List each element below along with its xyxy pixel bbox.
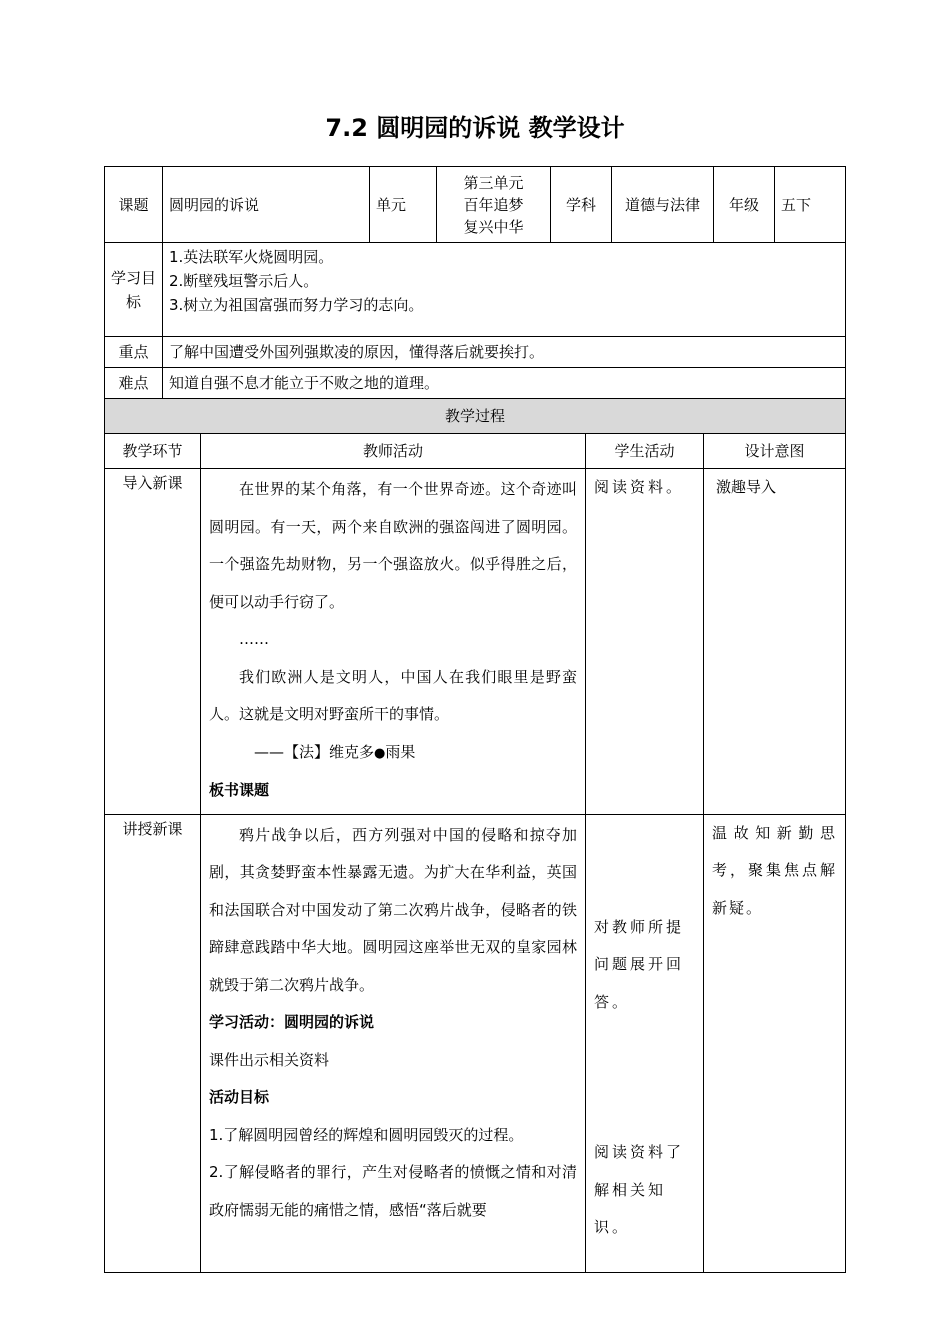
activity-goal: 2.了解侵略者的罪行，产生对侵略者的愤慨之情和对清政府懦弱无能的痛惜之情，感悟“落后就要 (209, 1163, 577, 1219)
teacher-activity-intro (201, 469, 586, 815)
subject-label: 学科 (551, 167, 612, 243)
grade-label: 年级 (714, 167, 775, 243)
student-text: 阅读资料。 (594, 478, 685, 496)
unit-line: 复兴中华 (463, 217, 524, 236)
teacher-paragraph: 我们欧洲人是文明人，中国人在我们眼里是野蛮人。这就是文明对野蛮所干的事情。 (209, 667, 577, 723)
unit-label: 单元 (370, 167, 437, 243)
goal-item: 1.英法联军火烧圆明园。 (169, 248, 334, 266)
difficult-label: 难点 (105, 368, 163, 399)
teaching-process-table (104, 398, 846, 1273)
header-intent: 设计意图 (704, 434, 846, 469)
teacher-activity-lecture (201, 814, 586, 1272)
goal-item: 2.断壁残垣警示后人。 (169, 272, 319, 290)
key-label: 重点 (105, 337, 163, 368)
intent-intro (704, 469, 846, 815)
student-activity-intro (586, 469, 704, 815)
student-activity-lecture (586, 814, 704, 1272)
key-value: 了解中国遭受外国列强欺凌的原因，懂得落后就要挨打。 (163, 337, 846, 368)
intent-text: 激趣导入 (716, 478, 777, 496)
quote-author: 雨果 (385, 742, 416, 761)
stage-intro: 导入新课 (105, 469, 201, 815)
page-title: 7.2 圆明园的诉说 教学设计 (325, 114, 625, 142)
teacher-paragraph: 在世界的某个角落，有一个世界奇迹。这个奇迹叫圆明园。有一天，两个来自欧洲的强盗闯进了圆明园。一个强盗先劫财物，另一个强盗放火。似乎得胜之后，便可以动手行窃了。 (209, 480, 577, 611)
activity-goal-heading: 活动目标 (209, 1088, 270, 1106)
activity-goal: 1.了解圆明园曾经的辉煌和圆明园毁灭的过程。 (209, 1125, 524, 1144)
student-text: 对教师所提问题展开回答。 (594, 917, 685, 1011)
teacher-line: 课件出示相关资料 (209, 1050, 330, 1069)
student-text: 阅读资料了解相关知识。 (594, 1143, 685, 1236)
quote-attribution (209, 734, 577, 773)
intent-lecture (704, 814, 846, 1272)
header-stage: 教学环节 (105, 434, 201, 469)
difficult-value: 知道自强不息才能立于不败之地的道理。 (163, 368, 846, 399)
stage-lecture: 讲授新课 (105, 814, 201, 1272)
teacher-bold-note: 板书课题 (209, 781, 270, 799)
activity-title: 学习活动：圆明园的诉说 (209, 1013, 375, 1031)
grade-value: 五下 (775, 167, 846, 243)
header-teacher: 教师活动 (201, 434, 586, 469)
section-title: 教学过程 (105, 399, 846, 434)
unit-value (437, 167, 551, 243)
subject-value: 道德与法律 (612, 167, 714, 243)
quote-prefix: ——【法】维克多 (254, 742, 375, 761)
goal-item: 3.树立为祖国富强而努力学习的志向。 (169, 296, 424, 314)
intent-text: 温故知新勤思考，聚集焦点解新疑。 (712, 823, 838, 917)
topic-label: 课题 (105, 167, 163, 243)
header-student: 学生活动 (586, 434, 704, 469)
lesson-info-table (104, 166, 846, 399)
teacher-ellipsis: …… (239, 630, 269, 648)
goals-list (163, 243, 846, 337)
bullet-dot-icon: ● (374, 745, 386, 761)
teacher-paragraph: 鸦片战争以后，西方列强对中国的侵略和掠夺加剧，其贪婪野蛮本性暴露无遗。为扩大在华利益，英国和法国联合对中国发动了第二次鸦片战争，侵略者的铁蹄肆意践踏中华大地。圆明园这座举世无双的皇家园林就毁于第二次鸦片战争。 (209, 825, 577, 994)
unit-line: 第三单元 (463, 173, 524, 192)
topic-value: 圆明园的诉说 (163, 167, 370, 243)
goals-label: 学习目标 (105, 243, 163, 337)
unit-line: 百年追梦 (463, 195, 524, 214)
